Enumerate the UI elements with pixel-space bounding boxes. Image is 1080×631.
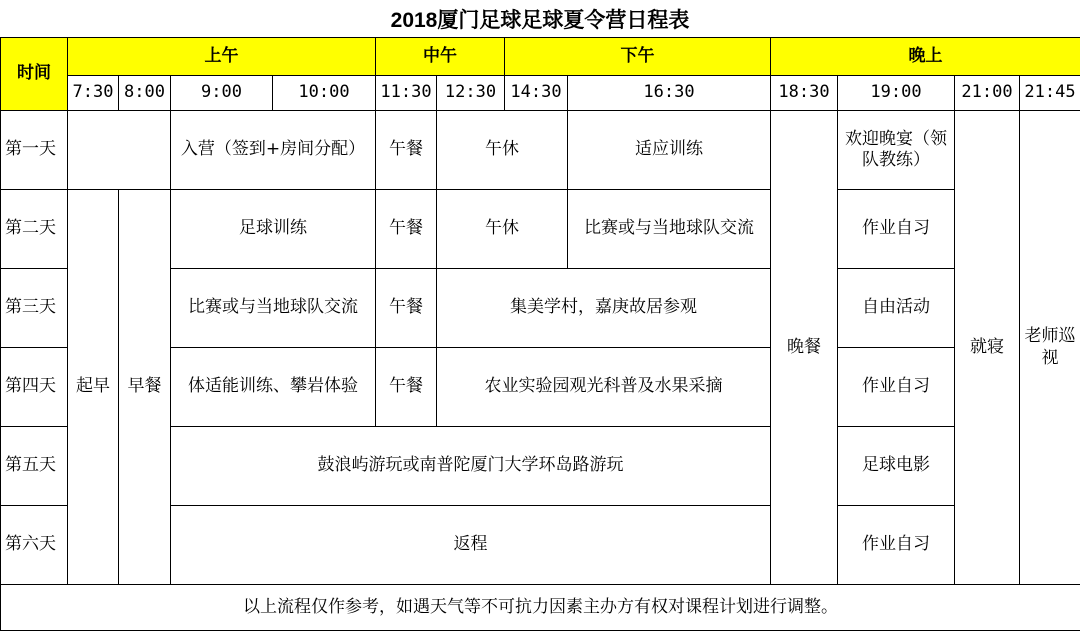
time-label: 16:30	[568, 76, 771, 111]
schedule-cell-nap: 午休	[437, 111, 568, 190]
day-row	[1, 190, 1080, 269]
schedule-cell-lunch: 午餐	[376, 111, 437, 190]
schedule-cell-evening: 作业自习	[838, 506, 955, 585]
schedule-cell-morning: 体适能训练、攀岩体验	[171, 348, 376, 427]
dinner-cell: 晚餐	[771, 111, 838, 585]
day-label: 第一天	[1, 111, 68, 190]
schedule-cell-evening: 自由活动	[838, 269, 955, 348]
schedule-cell-afternoon: 比赛或与当地球队交流	[568, 190, 771, 269]
footer-note: 以上流程仅作参考，如遇天气等不可抗力因素主办方有权对课程计划进行调整。	[1, 585, 1080, 631]
schedule-cell-allday: 返程	[171, 506, 771, 585]
time-label: 8:00	[119, 76, 171, 111]
period-evening: 晚上	[771, 38, 1080, 76]
day-label: 第六天	[1, 506, 68, 585]
time-label: 10:00	[273, 76, 376, 111]
schedule-cell-evening: 作业自习	[838, 190, 955, 269]
teacher-patrol-cell: 老师巡视	[1020, 111, 1080, 585]
schedule-cell-checkin: 入营（签到+房间分配）	[171, 111, 376, 190]
time-header: 时间	[1, 38, 68, 111]
schedule-cell-morning: 足球训练	[171, 190, 376, 269]
schedule-cell-afternoon: 农业实验园观光科普及水果采摘	[437, 348, 771, 427]
time-label: 21:00	[955, 76, 1020, 111]
period-morning: 上午	[68, 38, 376, 76]
time-label: 12:30	[437, 76, 505, 111]
schedule-cell-afternoon: 适应训练	[568, 111, 771, 190]
wake-up-cell: 起早	[68, 190, 119, 585]
day-label: 第二天	[1, 190, 68, 269]
period-afternoon: 下午	[505, 38, 771, 76]
schedule-cell-evening: 足球电影	[838, 427, 955, 506]
day-label: 第五天	[1, 427, 68, 506]
time-label: 18:30	[771, 76, 838, 111]
schedule-table	[0, 37, 1080, 631]
header-row-times	[1, 76, 1080, 111]
time-label: 19:00	[838, 76, 955, 111]
sleep-cell: 就寝	[955, 111, 1020, 585]
schedule-cell-evening: 作业自习	[838, 348, 955, 427]
header-row-periods	[1, 38, 1080, 76]
time-label: 14:30	[505, 76, 568, 111]
schedule-cell-lunch: 午餐	[376, 348, 437, 427]
page-title: 2018厦门足球足球夏令营日程表	[0, 0, 1080, 37]
schedule-cell-afternoon: 集美学村，嘉庚故居参观	[437, 269, 771, 348]
time-label: 11:30	[376, 76, 437, 111]
footer-row	[1, 585, 1080, 631]
period-noon: 中午	[376, 38, 505, 76]
schedule-cell-lunch: 午餐	[376, 190, 437, 269]
schedule-cell-evening: 欢迎晚宴（领队教练）	[838, 111, 955, 190]
day-label: 第三天	[1, 269, 68, 348]
time-label: 7:30	[68, 76, 119, 111]
time-label: 21:45	[1020, 76, 1080, 111]
breakfast-cell: 早餐	[119, 190, 171, 585]
schedule-cell-morning: 比赛或与当地球队交流	[171, 269, 376, 348]
schedule-cell-lunch: 午餐	[376, 269, 437, 348]
day-row	[1, 111, 1080, 190]
time-label: 9:00	[171, 76, 273, 111]
schedule-cell-nap: 午休	[437, 190, 568, 269]
empty-cell	[68, 111, 171, 190]
schedule-cell-allday: 鼓浪屿游玩或南普陀厦门大学环岛路游玩	[171, 427, 771, 506]
day-label: 第四天	[1, 348, 68, 427]
